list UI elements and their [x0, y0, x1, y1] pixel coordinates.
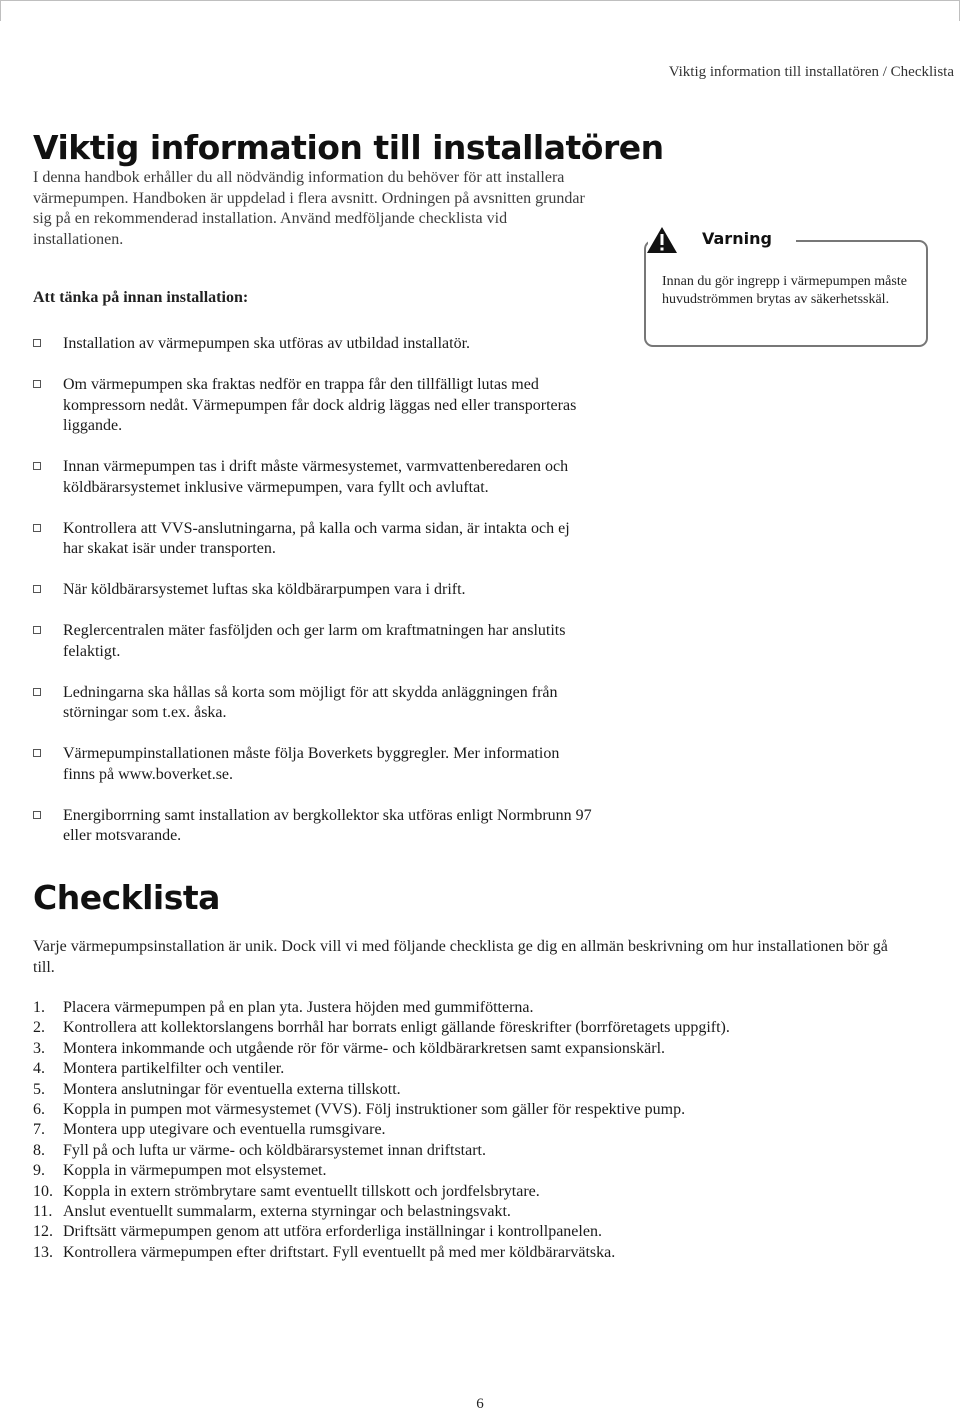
checklist-step: [33, 1222, 730, 1242]
step-number: 7.: [33, 1121, 45, 1139]
list-item-text: Reglercentralen mäter fasföljden och ger larm om kraftmatningen har anslutits felaktigt.: [63, 622, 566, 660]
checklist-step: [33, 1182, 730, 1202]
step-text: Driftsätt värmepumpen genom att utföra erforderliga inställningar i kontrollpanelen.: [63, 1223, 602, 1241]
square-bullet-icon: [33, 524, 41, 532]
list-item: [33, 683, 593, 724]
list-item-text: Om värmepumpen ska fraktas nedför en trappa får den tillfälligt lutas med kompressorn nedåt. Värmepumpen får dock aldrig läggas ned eller transporteras liggande.: [63, 376, 577, 434]
step-number: 6.: [33, 1101, 45, 1119]
checklist-step: [33, 998, 730, 1018]
step-number: 1.: [33, 999, 45, 1016]
warning-triangle-icon: [644, 225, 696, 255]
list-item: [33, 806, 593, 847]
step-number: 11.: [33, 1203, 53, 1221]
square-bullet-icon: [33, 626, 41, 634]
step-number: 10.: [33, 1182, 53, 1200]
page-title: Viktig information till installatören: [33, 128, 664, 167]
subheading: Att tänka på innan installation:: [33, 289, 249, 306]
checklist-intro: Varje värmepumpsinstallation är unik. Dock vill vi med följande checklista ge dig en allmän beskrivning om hur installationen bör gå till.: [33, 938, 888, 976]
checklist-steps: [33, 998, 730, 1263]
step-number: 4.: [33, 1060, 45, 1078]
square-bullet-icon: [33, 811, 41, 819]
square-bullet-icon: [33, 688, 41, 696]
list-item: [33, 744, 593, 785]
step-text: Koppla in extern strömbrytare samt eventuellt tillskott och jordfelsbrytare.: [63, 1182, 540, 1200]
list-item-text: Ledningarna ska hållas så korta som möjligt för att skydda anläggningen från störningar som t.ex. åska.: [63, 683, 558, 721]
step-text: Koppla in värmepumpen mot elsystemet.: [63, 1162, 327, 1180]
step-text: Placera värmepumpen på en plan yta. Justera höjden med gummifötterna.: [63, 999, 534, 1016]
checklist-step: [33, 1100, 730, 1120]
square-bullet-icon: [33, 339, 41, 347]
list-item: [33, 580, 593, 601]
list-item: [33, 334, 593, 355]
list-item: [33, 519, 593, 560]
step-text: Kontrollera att kollektorslangens borrhål har borrats enligt gällande föreskrifter (borrföretagets uppgift).: [63, 1019, 730, 1037]
list-item-text: Värmepumpinstallationen måste följa Boverkets byggregler. Mer information finns på www.boverket.se.: [63, 745, 560, 783]
checklist-step: [33, 1161, 730, 1181]
square-bullet-icon: [33, 380, 41, 388]
list-item: [33, 621, 593, 662]
checklist-step: [33, 1202, 730, 1222]
step-number: 5.: [33, 1080, 45, 1098]
step-text: Montera anslutningar för eventuella externa tillskott.: [63, 1080, 401, 1098]
square-bullet-icon: [33, 749, 41, 757]
list-item-text: Kontrollera att VVS-anslutningarna, på kalla och varma sidan, är intakta och ej har skakat isär under transporten.: [63, 519, 570, 557]
checklist-step: [33, 1059, 730, 1079]
warning-title: Varning: [702, 229, 776, 248]
step-text: Koppla in pumpen mot värmesystemet (VVS). Följ instruktioner som gäller för respektive pump.: [63, 1101, 686, 1119]
list-item: [33, 457, 593, 498]
checklist-step: [33, 1120, 730, 1140]
header-rule: [0, 0, 960, 21]
step-number: 9.: [33, 1162, 45, 1180]
step-text: Anslut eventuellt summalarm, externa styrningar och belastningsvakt.: [63, 1203, 511, 1221]
square-bullet-icon: [33, 462, 41, 470]
warning-box: [644, 225, 928, 347]
step-text: Kontrollera värmepumpen efter driftstart. Fyll eventuellt på med mer köldbärarvätska.: [63, 1243, 616, 1261]
list-item-text: När köldbärarsystemet luftas ska köldbärarpumpen vara i drift.: [63, 581, 466, 598]
checklist-step: [33, 1039, 730, 1059]
step-text: Montera inkommande och utgående rör för värme- och köldbärarkretsen samt expansionskärl.: [63, 1039, 666, 1057]
step-number: 8.: [33, 1141, 45, 1159]
list-item-text: Energiborrning samt installation av bergkollektor ska utföras enligt Normbrunn 97 eller motsvarande.: [63, 806, 592, 844]
checklist-title: Checklista: [33, 878, 220, 917]
list-item: [33, 375, 593, 437]
step-text: Montera partikelfilter och ventiler.: [63, 1060, 285, 1078]
step-number: 2.: [33, 1019, 45, 1037]
intro-paragraph: I denna handbok erhåller du all nödvändig information du behöver för att installera värmepumpen. Handboken är uppdelad i flera avsnitt. Ordningen på avsnitten grundar sig på en rekommenderad installation. Använd medföljande checklista vid installationen.: [33, 169, 585, 248]
list-item-text: Innan värmepumpen tas i drift måste värmesystemet, varmvattenberedaren och köldbärarsystemet inklusive värmepumpen, vara fyllt och avluftat.: [63, 458, 569, 496]
running-header: Viktig information till installatören / Checklista: [668, 64, 954, 80]
step-text: Montera upp utegivare och eventuella rumsgivare.: [63, 1121, 386, 1139]
checklist-step: [33, 1141, 730, 1161]
step-number: 13.: [33, 1243, 53, 1261]
page-number: 6: [476, 1396, 484, 1412]
square-bullet-icon: [33, 585, 41, 593]
checklist-step: [33, 1018, 730, 1038]
warning-text: Innan du gör ingrepp i värmepumpen måste huvudströmmen brytas av säkerhetsskäl.: [662, 274, 907, 307]
checklist-step: [33, 1243, 730, 1263]
precaution-list: [33, 334, 593, 867]
checklist-step: [33, 1080, 730, 1100]
step-number: 3.: [33, 1039, 45, 1057]
list-item-text: Installation av värmepumpen ska utföras av utbildad installatör.: [63, 335, 471, 352]
step-text: Fyll på och lufta ur värme- och köldbärarsystemet innan driftstart.: [63, 1141, 486, 1159]
step-number: 12.: [33, 1223, 53, 1241]
